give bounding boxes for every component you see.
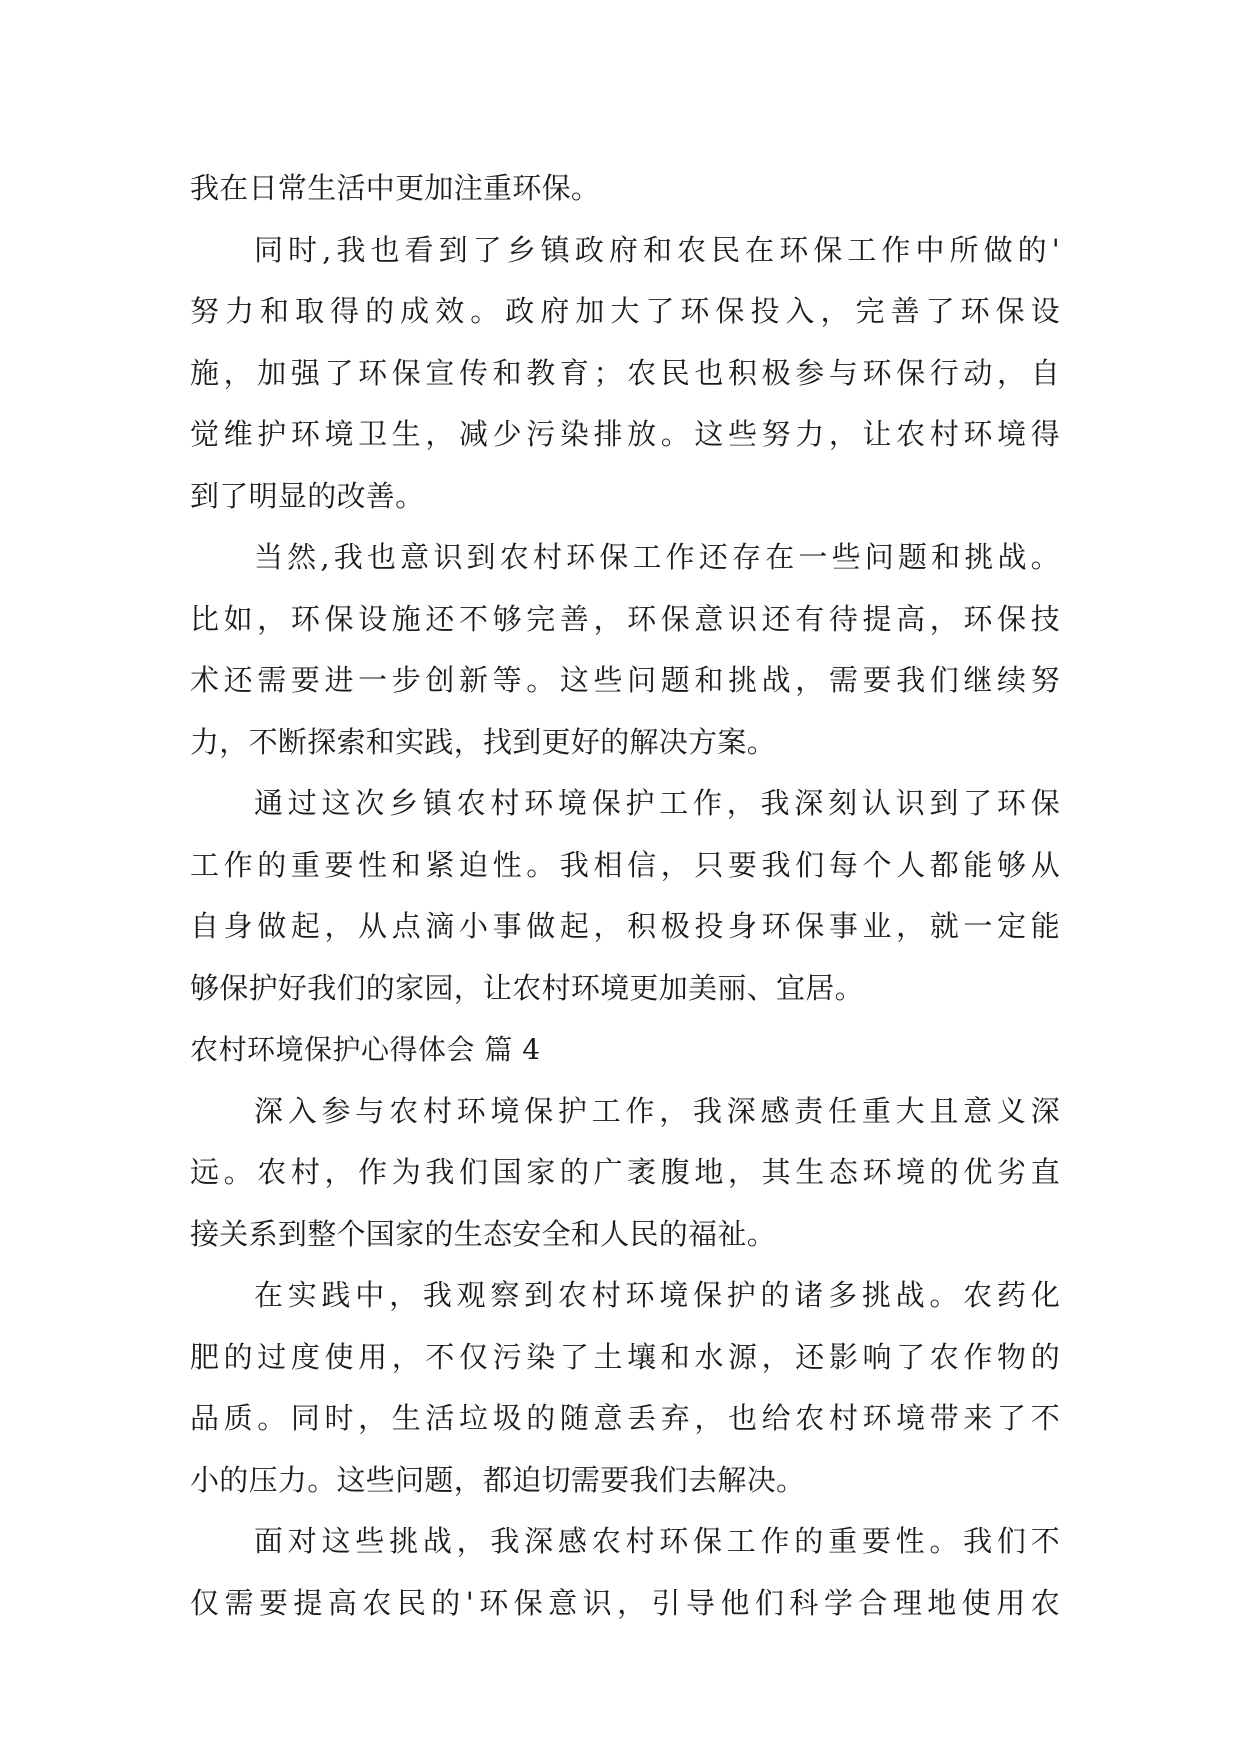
paragraph-line: 努力和取得的成效。政府加大了环保投入，完善了环保设	[190, 294, 1060, 328]
paragraph-line: 术还需要进一步创新等。这些问题和挑战，需要我们继续努	[190, 663, 1060, 697]
paragraph-line: 小的压力。这些问题，都迫切需要我们去解决。	[190, 1462, 806, 1497]
document-body	[190, 158, 1060, 1634]
paragraph-line: 仅需要提高农民的'环保意识，引导他们科学合理地使用农	[190, 1585, 1060, 1620]
paragraph-line: 面对这些挑战，我深感农村环保工作的重要性。我们不	[254, 1524, 1060, 1558]
paragraph-line: 工作的重要性和紧迫性。我相信，只要我们每个人都能够从	[190, 847, 1060, 882]
paragraph-line: 觉维护环境卫生，减少污染排放。这些努力，让农村环境得	[190, 417, 1060, 451]
paragraph-line: 在实践中，我观察到农村环境保护的诸多挑战。农药化	[254, 1278, 1060, 1312]
paragraph-line: 接关系到整个国家的生态安全和人民的福祉。	[190, 1216, 777, 1251]
paragraph-line: 品质。同时，生活垃圾的随意丢弃，也给农村环境带来了不	[190, 1401, 1060, 1435]
paragraph-line: 远。农村，作为我们国家的广袤腹地，其生态环境的优劣直	[190, 1155, 1060, 1189]
paragraph-line: 我在日常生活中更加注重环保。	[190, 171, 601, 205]
paragraph-line: 肥的过度使用，不仅污染了土壤和水源，还影响了农作物的	[190, 1339, 1060, 1374]
paragraph-line: 施，加强了环保宣传和教育；农民也积极参与环保行动，自	[190, 355, 1060, 390]
section-heading: 农村环境保护心得体会 篇 4	[190, 1033, 541, 1066]
paragraph-line: 深入参与农村环境保护工作，我深感责任重大且意义深	[254, 1093, 1060, 1128]
paragraph-line: 自身做起，从点滴小事做起，积极投身环保事业，就一定能	[190, 909, 1060, 943]
paragraph-line: 当然,我也意识到农村环保工作还存在一些问题和挑战。	[254, 540, 1060, 574]
paragraph-line: 到了明显的改善。	[190, 478, 425, 513]
paragraph-line: 力，不断探索和实践，找到更好的解决方案。	[190, 724, 777, 759]
paragraph-line: 同时,我也看到了乡镇政府和农民在环保工作中所做的'	[254, 232, 1060, 267]
paragraph-line: 比如，环保设施还不够完善，环保意识还有待提高，环保技	[190, 601, 1060, 636]
paragraph-line: 够保护好我们的家园，让农村环境更加美丽、宜居。	[190, 970, 864, 1005]
paragraph-line: 通过这次乡镇农村环境保护工作，我深刻认识到了环保	[254, 786, 1060, 820]
